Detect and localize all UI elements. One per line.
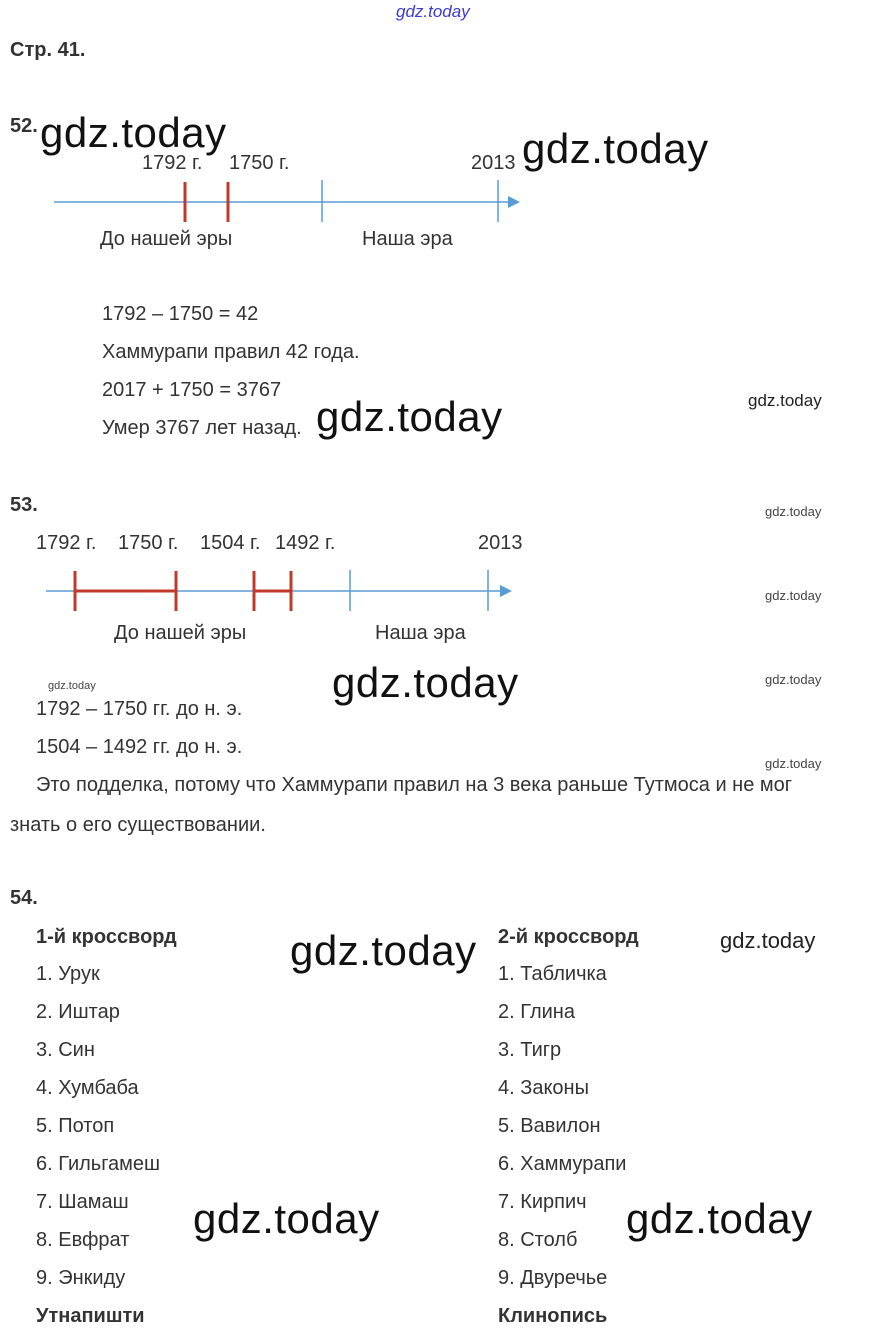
timeline-53-label-1504: 1504 г.	[200, 532, 261, 554]
task-52-line-1: 1792 – 1750 = 42	[102, 303, 259, 325]
crossword-2-item: 1. Табличка	[498, 963, 607, 985]
watermark: gdz.today	[290, 927, 477, 974]
crossword-2-title: 2-й кроссворд	[498, 926, 639, 948]
watermark: gdz.today	[765, 756, 822, 771]
timeline-52-label-1792: 1792 г.	[142, 152, 203, 174]
crossword-2-item: 6. Хаммурапи	[498, 1153, 627, 1175]
crossword-1-item: 2. Иштар	[36, 1001, 120, 1023]
crossword-2-item: 5. Вавилон	[498, 1115, 601, 1137]
task-53-text-line-1: Это подделка, потому что Хаммурапи правил на 3 века раньше Тутмоса и не мог	[36, 774, 793, 796]
timeline-53-label-1750: 1750 г.	[118, 532, 179, 554]
task-52-number: 52.	[10, 115, 38, 137]
task-53-line-2: 1504 – 1492 гг. до н. э.	[36, 736, 243, 758]
crossword-2-item: 2. Глина	[498, 1001, 575, 1023]
crossword-1-answer: Утнапишти	[36, 1305, 145, 1327]
crossword-1-title: 1-й кроссворд	[36, 926, 177, 948]
timeline-52-label-2013: 2013	[471, 152, 516, 174]
crossword-1-item: 6. Гильгамеш	[36, 1153, 161, 1175]
watermark: gdz.today	[522, 125, 709, 172]
watermark: gdz.today	[765, 588, 822, 603]
crossword-2-item: 7. Кирпич	[498, 1191, 587, 1213]
crossword-2-item: 3. Тигр	[498, 1039, 562, 1061]
watermark: gdz.today	[748, 391, 822, 410]
watermark: gdz.today	[765, 504, 822, 519]
watermark: gdz.today	[765, 672, 822, 687]
crossword-2-item: 8. Столб	[498, 1229, 578, 1251]
crossword-2-item: 4. Законы	[498, 1077, 589, 1099]
watermark: gdz.today	[720, 928, 816, 953]
task-52-line-2: Хаммурапи правил 42 года.	[102, 341, 360, 363]
crossword-1-item: 5. Потоп	[36, 1115, 115, 1137]
crossword-2-item: 9. Двуречье	[498, 1267, 608, 1289]
task-52-line-3: 2017 + 1750 = 3767	[102, 379, 282, 401]
watermark: gdz.today	[193, 1195, 380, 1242]
task-53-line-1: 1792 – 1750 гг. до н. э.	[36, 698, 243, 720]
timeline-52-label-1750: 1750 г.	[229, 152, 290, 174]
watermark: gdz.today	[40, 109, 227, 156]
top-watermark: gdz.today	[396, 2, 470, 21]
timeline-52-era-after: Наша эра	[362, 228, 453, 250]
crossword-1-item: 8. Евфрат	[36, 1229, 130, 1251]
task-53-number: 53.	[10, 494, 38, 516]
crossword-1-item: 7. Шамаш	[36, 1191, 129, 1213]
timeline-53-era-before: До нашей эры	[114, 622, 247, 644]
crossword-2-answer: Клинопись	[498, 1305, 608, 1327]
timeline-53-arrow	[500, 585, 512, 597]
watermark: gdz.today	[626, 1195, 813, 1242]
watermark: gdz.today	[316, 393, 503, 440]
task-52-line-4: Умер 3767 лет назад.	[102, 417, 302, 439]
watermark: gdz.today	[332, 659, 519, 706]
page-title: Стр. 41.	[10, 39, 86, 61]
timeline-52-era-before: До нашей эры	[100, 228, 233, 250]
task-53-text-line-2: знать о его существовании.	[10, 814, 266, 836]
timeline-52-arrow	[508, 196, 520, 208]
crossword-1-item: 9. Энкиду	[36, 1267, 126, 1289]
timeline-53-label-2013: 2013	[478, 532, 523, 554]
crossword-1-item: 4. Хумбаба	[36, 1077, 139, 1099]
timeline-53-era-after: Наша эра	[375, 622, 466, 644]
timeline-53-label-1492: 1492 г.	[275, 532, 336, 554]
task-54-number: 54.	[10, 887, 38, 909]
timeline-53-label-1792: 1792 г.	[36, 532, 97, 554]
watermark: gdz.today	[48, 680, 96, 692]
crossword-1-item: 3. Син	[36, 1039, 95, 1061]
crossword-1-item: 1. Урук	[36, 963, 100, 985]
